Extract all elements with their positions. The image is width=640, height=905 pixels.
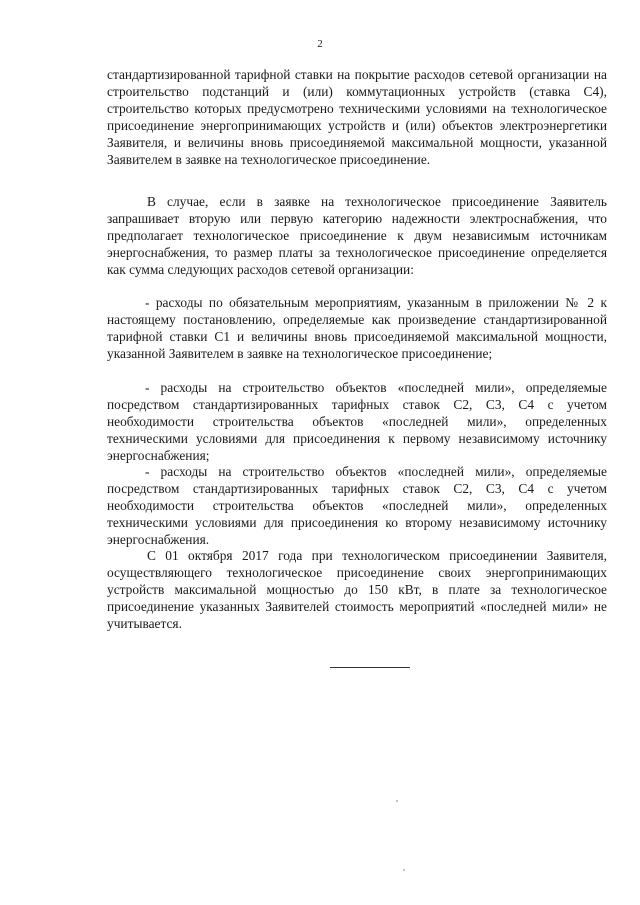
end-of-text-line — [330, 667, 410, 668]
page-number: 2 — [317, 38, 323, 50]
scan-speck — [403, 869, 405, 871]
scan-speck — [396, 800, 398, 802]
list-item-mandatory-measures: - расходы по обязательным мероприятиям, указанным в приложении № 2 к настоящему постановлению, определяемые как произведение стандартизированной тарифной ставки С1 и величины вновь присоединяемой максимальной мощности, указанной Заявителем в заявке на технологическое присоединение; — [107, 295, 607, 361]
paragraph-october-2017: С 01 октября 2017 года при технологическом присоединении Заявителя, осуществляющего технологическое присоединение своих энергопринимающих устройств максимальной мощностью до 150 кВт, в плате за технологическое присоединение указанных Заявителей стоимость мероприятий «последней мили» не учитывается. — [107, 548, 607, 631]
list-item-last-mile-second-source: - расходы на строительство объектов «последней мили», определяемые посредством стандартизированных тарифных ставок С2, С3, С4 с учетом необходимости строительства объектов «последней мили», определенных техническими условиями для присоединения ко второму независимому источнику энергоснабжения. — [107, 464, 607, 547]
paragraph-second-category: В случае, если в заявке на технологическое присоединение Заявитель запрашивает вторую или первую категорию надежности электроснабжения, что предполагает технологическое присоединение к двум независимым источникам энергоснабжения, то размер платы за технологическое присоединение определяется как сумма следующих расходов сетевой организации: — [107, 194, 607, 277]
paragraph-continuation: стандартизированной тарифной ставки на покрытие расходов сетевой организации на строительство подстанций и (или) коммутационных устройств (ставка С4), строительство которых предусмотрено техническими условиями на технологическое присоединение энергопринимающих устройств и (или) объектов электроэнергетики Заявителя, и величины вновь присоединяемой максимальной мощности, указанной Заявителем в заявке на технологическое присоединение. — [107, 67, 607, 167]
list-item-last-mile-first-source: - расходы на строительство объектов «последней мили», определяемые посредством стандартизированных тарифных ставок С2, С3, С4 с учетом необходимости строительства объектов «последней мили», определенных техническими условиями для присоединения к первому независимому источнику энергоснабжения; — [107, 380, 607, 463]
